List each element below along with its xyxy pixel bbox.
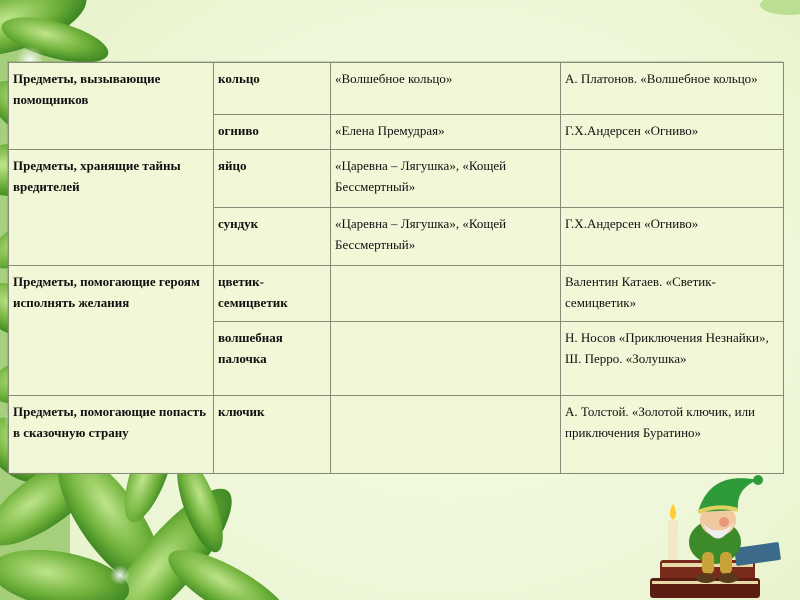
tale-cell: «Волшебное кольцо» bbox=[331, 63, 561, 115]
table-row bbox=[9, 63, 784, 115]
author-cell: Н. Носов «Приключения Незнайки», Ш. Перро. «Золушка» bbox=[561, 322, 784, 396]
item-cell: кольцо bbox=[214, 63, 331, 115]
item-cell: ключик bbox=[214, 396, 331, 474]
category-cell: Предметы, помогающие попасть в сказочную страну bbox=[9, 396, 214, 474]
author-cell: Г.Х.Андерсен «Огниво» bbox=[561, 208, 784, 266]
author-cell bbox=[561, 150, 784, 208]
item-cell: цветик-семицветик bbox=[214, 266, 331, 322]
author-cell: А. Толстой. «Золотой ключик, или приключения Буратино» bbox=[561, 396, 784, 474]
tale-cell bbox=[331, 266, 561, 322]
category-cell: Предметы, хранящие тайны вредителей bbox=[9, 150, 214, 266]
author-cell: Г.Х.Андерсен «Огниво» bbox=[561, 115, 784, 150]
category-cell: Предметы, вызывающие помощников bbox=[9, 63, 214, 150]
item-cell: волшебная палочка bbox=[214, 322, 331, 396]
magic-items-table bbox=[8, 62, 784, 474]
tale-cell: «Елена Премудрая» bbox=[331, 115, 561, 150]
table-row bbox=[9, 150, 784, 208]
tale-cell: «Царевна – Лягушка», «Кощей Бессмертный» bbox=[331, 150, 561, 208]
item-cell: яйцо bbox=[214, 150, 331, 208]
table-row bbox=[9, 266, 784, 322]
tale-cell: «Царевна – Лягушка», «Кощей Бессмертный» bbox=[331, 208, 561, 266]
category-cell: Предметы, помогающие героям исполнять желания bbox=[9, 266, 214, 396]
tale-cell bbox=[331, 396, 561, 474]
item-cell: сундук bbox=[214, 208, 331, 266]
item-cell: огниво bbox=[214, 115, 331, 150]
gnome-illustration bbox=[640, 460, 790, 600]
author-cell: А. Платонов. «Волшебное кольцо» bbox=[561, 63, 784, 115]
tale-cell bbox=[331, 322, 561, 396]
author-cell: Валентин Катаев. «Светик-семицветик» bbox=[561, 266, 784, 322]
